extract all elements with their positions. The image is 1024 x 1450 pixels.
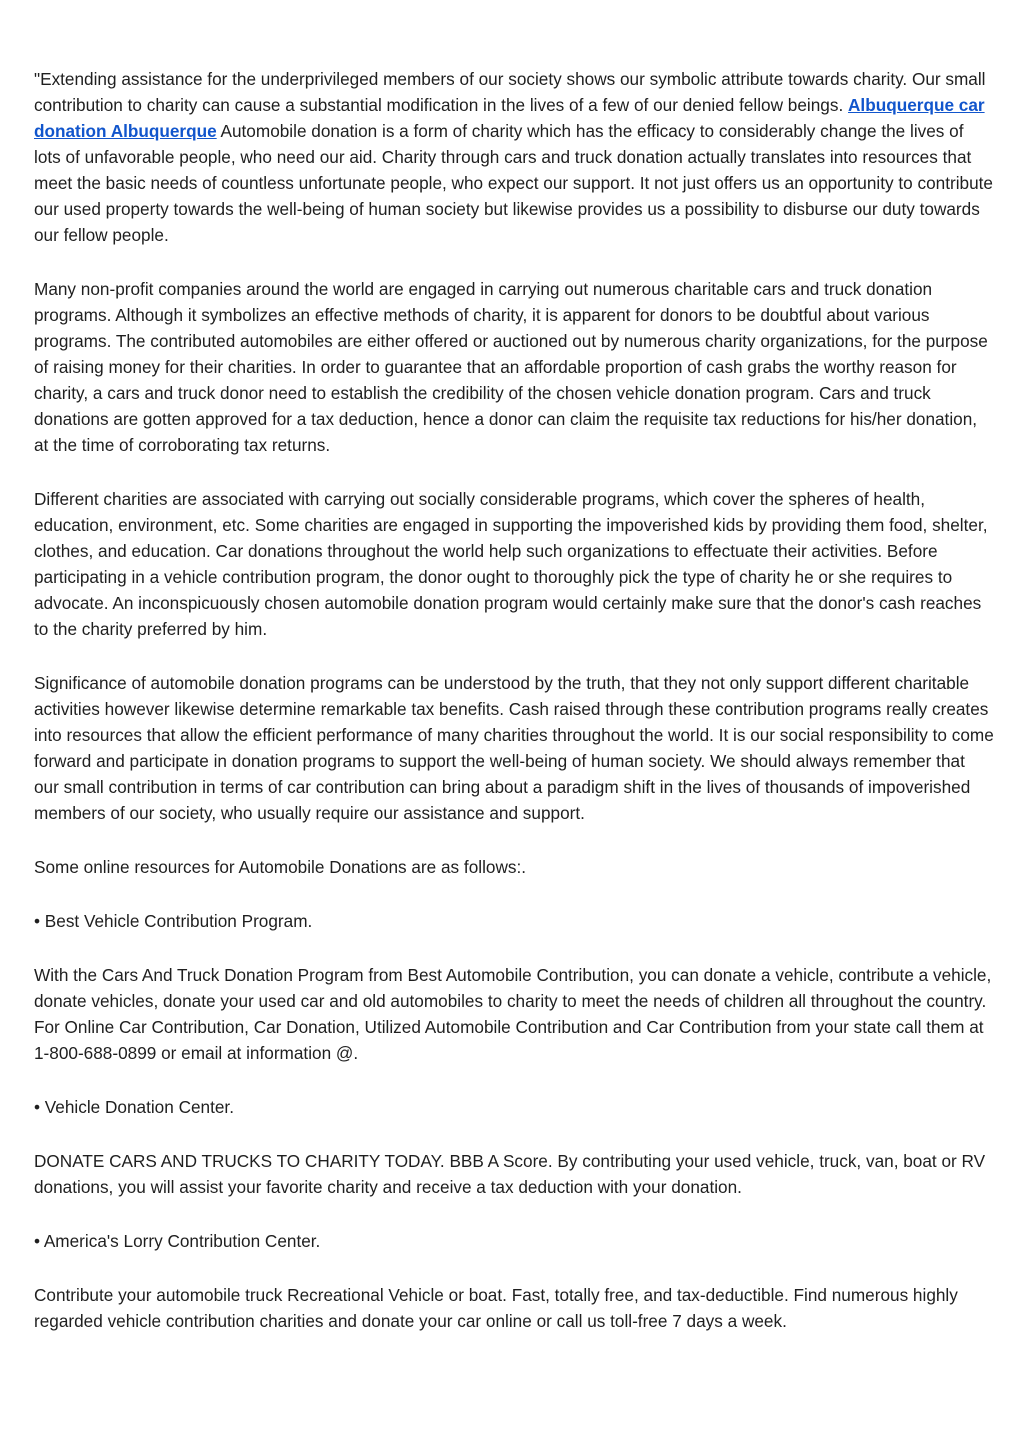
paragraph-charities: Different charities are associated with carrying out socially considerable programs, which cover the spheres of health, education, environment, etc. Some charities are engaged in supporting the impoverished kids by providing them food, shelter, clothes, and education. Car donations throughout the world help such organizations to effectuate their activities. Before participating in a vehicle contribution program, the donor ought to thoroughly pick the type of charity he or she requires to advocate. An inconspicuously chosen automobile donation program would certainly make sure that the donor's cash reaches to the charity preferred by him.: [34, 489, 988, 639]
bullet-vehicle-donation-center: • Vehicle Donation Center.: [34, 1097, 234, 1117]
paragraph-resources-intro: Some online resources for Automobile Donations are as follows:.: [34, 857, 527, 877]
paragraph-americas-lorry: Contribute your automobile truck Recreational Vehicle or boat. Fast, totally free, and tax-deductible. Find numerous highly regarded vehicle contribution charities and donate your car online or call us toll-free 7 days a week.: [34, 1285, 958, 1331]
albuquerque-car-donation-link[interactable]: Albuquerque car donation Albuquerque: [34, 95, 985, 141]
paragraph-nonprofits: Many non-profit companies around the world are engaged in carrying out numerous charitable cars and truck donation programs. Although it symbolizes an effective methods of charity, it is apparent for donors to be doubtful about various programs. The contributed automobiles are either offered or auctioned out by numerous charity organizations, for the purpose of raising money for their charities. In order to guarantee that an affordable proportion of cash grabs the worthy reason for charity, a cars and truck donor need to establish the credibility of the chosen vehicle donation program. Cars and truck donations are gotten approved for a tax deduction, hence a donor can claim the requisite tax reductions for his/her donation, at the time of corroborating tax returns.: [34, 279, 988, 455]
paragraph-vehicle-donation-center: DONATE CARS AND TRUCKS TO CHARITY TODAY. BBB A Score. By contributing your used vehicle, truck, van, boat or RV donations, you will assist your favorite charity and receive a tax deduction with your donation.: [34, 1151, 986, 1197]
document-page: [34, 66, 994, 1362]
paragraph-intro: [34, 66, 994, 248]
paragraph-best-vehicle: With the Cars And Truck Donation Program from Best Automobile Contribution, you can donate a vehicle, contribute a vehicle, donate vehicles, donate your used car and old automobiles to charity to meet the needs of children all throughout the country. For Online Car Contribution, Car Donation, Utilized Automobile Contribution and Car Contribution from your state call them at 1-800-688-0899 or email at information @.: [34, 965, 992, 1063]
bullet-americas-lorry: • America's Lorry Contribution Center.: [34, 1231, 321, 1251]
paragraph-intro-text-after: Automobile donation is a form of charity which has the efficacy to considerably change the lives of lots of unfavorable people, who need our aid. Charity through cars and truck donation actually translates into resources that meet the basic needs of countless unfortunate people, who expect our support. It not just offers us an opportunity to contribute our used property towards the well-being of human society but likewise provides us a possibility to disburse our duty towards our fellow people.: [34, 121, 993, 245]
paragraph-intro-text-before: "Extending assistance for the underprivileged members of our society shows our symbolic attribute towards charity. Our small contribution to charity can cause a substantial modification in the lives of a few of our denied fellow beings.: [34, 69, 986, 115]
bullet-best-vehicle: • Best Vehicle Contribution Program.: [34, 911, 313, 931]
paragraph-significance: Significance of automobile donation programs can be understood by the truth, that they not only support different charitable activities however likewise determine remarkable tax benefits. Cash raised through these contribution programs really creates into resources that allow the efficient performance of many charities throughout the world. It is our social responsibility to come forward and participate in donation programs to support the well-being of human society. We should always remember that our small contribution in terms of car contribution can bring about a paradigm shift in the lives of thousands of impoverished members of our society, who usually require our assistance and support.: [34, 673, 994, 823]
